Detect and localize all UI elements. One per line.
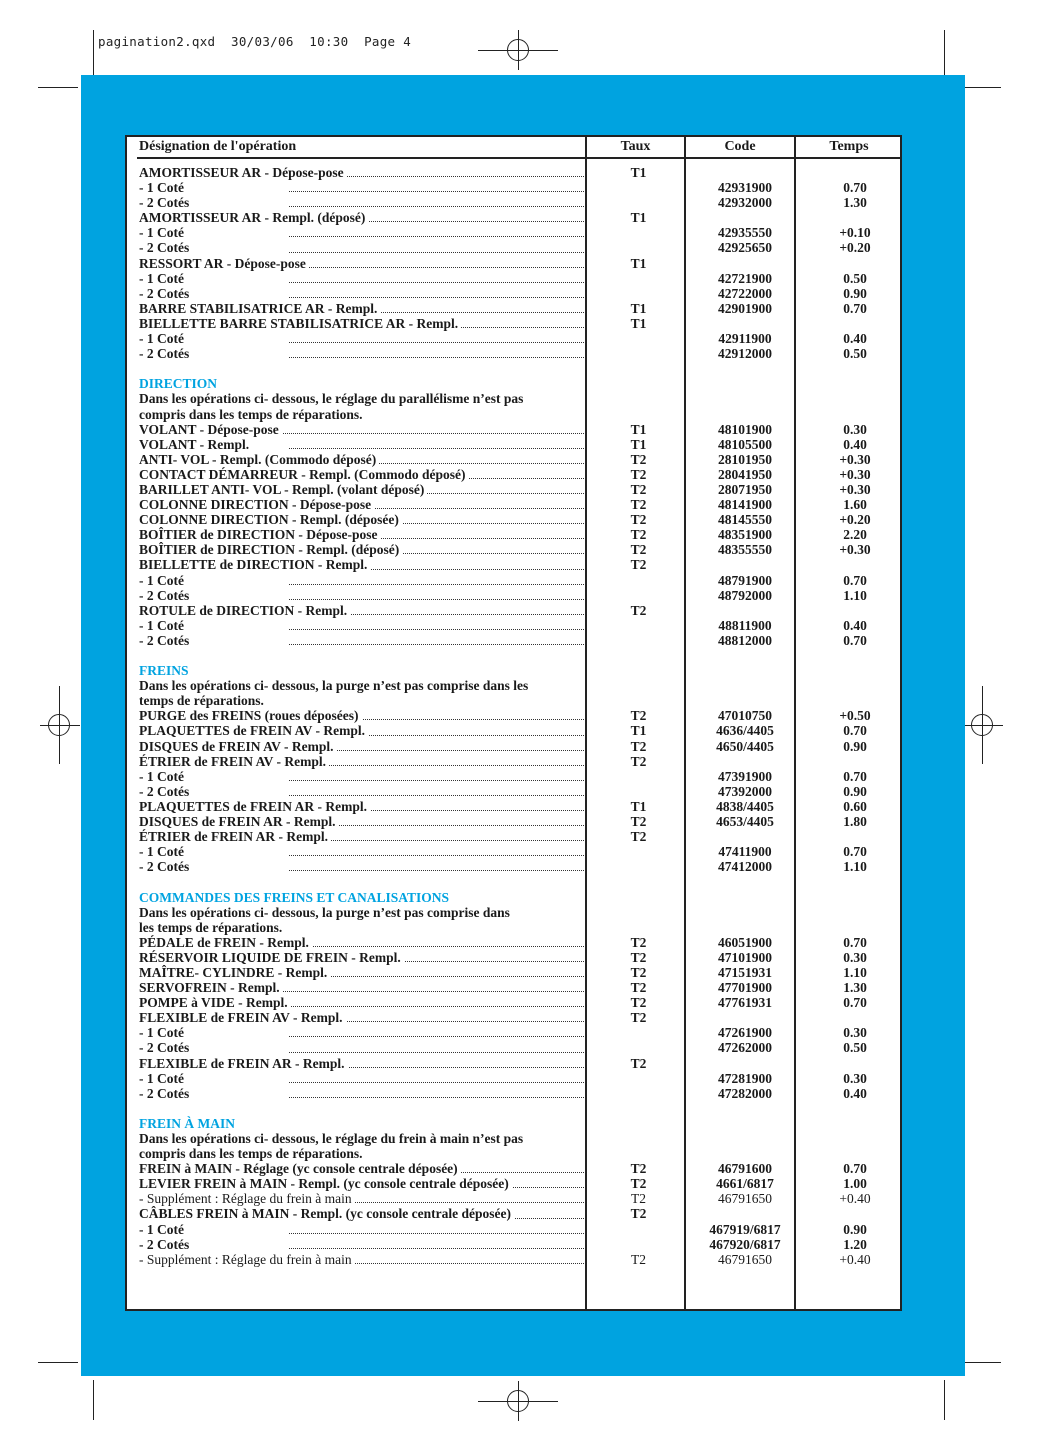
taux-cell: T1: [630, 255, 647, 271]
temps-cell: +0.10: [839, 225, 871, 241]
code-cell: 4661/6817: [716, 1176, 774, 1192]
temps-cell: +0.40: [839, 1191, 871, 1207]
taux-cell: T2: [630, 753, 647, 769]
crop-mark: [93, 1380, 94, 1420]
table-row: [137, 467, 902, 482]
temps-cell: 0.70: [843, 934, 867, 950]
header-rule: [137, 157, 900, 159]
table-row: [137, 165, 902, 180]
taux-cell: T2: [630, 527, 647, 543]
code-cell: 42935550: [718, 225, 772, 241]
taux-cell: T2: [630, 980, 647, 996]
code-cell: 28041950: [718, 466, 772, 482]
temps-cell: 0.40: [843, 331, 867, 347]
code-cell: 47392000: [718, 783, 772, 799]
taux-cell: T2: [630, 497, 647, 513]
temps-cell: 0.90: [843, 783, 867, 799]
crop-mark: [38, 87, 78, 88]
operation-label: - 2 Cotés: [139, 633, 584, 648]
table-row: [137, 784, 902, 799]
table-row: [137, 1176, 902, 1191]
taux-cell: T2: [630, 995, 647, 1011]
operation-label: - Supplément : Réglage du frein à main: [139, 1252, 584, 1267]
table-row: [137, 346, 902, 361]
operation-label: COLONNE DIRECTION - Rempl. (déposée): [139, 512, 584, 527]
temps-cell: 0.50: [843, 270, 867, 286]
temps-cell: 0.70: [843, 844, 867, 860]
section-note: compris dans les temps de réparations.: [139, 407, 584, 422]
operation-label: PLAQUETTES de FREIN AV - Rempl.: [139, 723, 584, 738]
code-cell: 28101950: [718, 451, 772, 467]
operation-label: - 2 Cotés: [139, 588, 584, 603]
table-row: [137, 240, 902, 255]
table-row: [137, 829, 902, 844]
table-row: [137, 301, 902, 316]
code-cell: 47101900: [718, 949, 772, 965]
crop-mark: [38, 1362, 78, 1363]
table-row: [137, 693, 902, 708]
temps-cell: 0.60: [843, 798, 867, 814]
code-cell: 48812000: [718, 632, 772, 648]
code-cell: 42932000: [718, 195, 772, 211]
registration-circle: [48, 714, 70, 736]
operation-label: BARRE STABILISATRICE AR - Rempl.: [139, 301, 584, 316]
table-row: [137, 1222, 902, 1237]
operation-label: - 2 Cotés: [139, 859, 584, 874]
crop-mark: [93, 30, 94, 78]
operation-label: - 2 Cotés: [139, 1086, 584, 1101]
table-row: [137, 965, 902, 980]
temps-cell: 0.50: [843, 346, 867, 362]
table-row: [137, 1146, 902, 1161]
code-cell: 47761931: [718, 995, 772, 1011]
table-row: [137, 799, 902, 814]
taux-cell: T1: [630, 798, 647, 814]
taux-cell: T1: [630, 421, 647, 437]
code-cell: 47262000: [718, 1040, 772, 1056]
operation-label: - 2 Cotés: [139, 240, 584, 255]
temps-cell: 0.70: [843, 572, 867, 588]
taux-cell: T2: [630, 512, 647, 528]
taux-cell: T2: [630, 1010, 647, 1026]
code-cell: 28071950: [718, 481, 772, 497]
code-cell: 42925650: [718, 240, 772, 256]
code-cell: 46051900: [718, 934, 772, 950]
table-row: [137, 874, 902, 889]
code-cell: 4653/4405: [716, 814, 774, 830]
operation-label: FLEXIBLE de FREIN AV - Rempl.: [139, 1010, 584, 1025]
code-cell: 48811900: [718, 617, 772, 633]
table-row: [137, 331, 902, 346]
code-cell: 46791600: [718, 1161, 772, 1177]
operation-label: BARILLET ANTI- VOL - Rempl. (volant déposé): [139, 482, 584, 497]
operation-label: ROTULE de DIRECTION - Rempl.: [139, 603, 584, 618]
taux-cell: T2: [630, 557, 647, 573]
operation-label: PÉDALE de FREIN - Rempl.: [139, 935, 584, 950]
taux-cell: T1: [630, 315, 647, 331]
table-row: [137, 482, 902, 497]
operation-label: - 1 Coté: [139, 1222, 584, 1237]
temps-cell: 0.70: [843, 180, 867, 196]
table-row: [137, 256, 902, 271]
section-heading: FREIN À MAIN: [139, 1115, 235, 1131]
table-row: [137, 754, 902, 769]
temps-cell: 1.20: [843, 1236, 867, 1252]
operation-label: FREIN à MAIN - Réglage (yc console centrale déposée): [139, 1161, 584, 1176]
code-cell: 46791650: [718, 1191, 772, 1207]
table-row: [137, 814, 902, 829]
table-row: [137, 1071, 902, 1086]
temps-cell: 0.70: [843, 1161, 867, 1177]
table-row: [137, 512, 902, 527]
section-note: Dans les opérations ci- dessous, la purge n’est pas comprise dans les: [139, 678, 584, 693]
table-row: [137, 859, 902, 874]
section-heading: FREINS: [139, 663, 189, 679]
section-note: Dans les opérations ci- dessous, le réglage du parallélisme n’est pas: [139, 391, 584, 406]
code-cell: 42721900: [718, 270, 772, 286]
temps-cell: 0.50: [843, 1040, 867, 1056]
operation-label: AMORTISSEUR AR - Rempl. (déposé): [139, 210, 584, 225]
operation-label: VOLANT - Dépose-pose: [139, 422, 584, 437]
taux-cell: T1: [630, 165, 647, 180]
table-row: [137, 1086, 902, 1101]
crop-mark: [965, 87, 1001, 88]
operation-label: - 1 Coté: [139, 769, 584, 784]
taux-cell: T2: [630, 708, 647, 724]
section-note: les temps de réparations.: [139, 920, 584, 935]
taux-cell: T2: [630, 602, 647, 618]
temps-cell: 0.40: [843, 1085, 867, 1101]
table-row: [137, 391, 902, 406]
taux-cell: T2: [630, 934, 647, 950]
section-heading: DIRECTION: [139, 376, 218, 392]
temps-cell: +0.40: [839, 1251, 871, 1267]
taux-cell: T2: [630, 814, 647, 830]
table-row: [137, 1040, 902, 1055]
table-row: [137, 920, 902, 935]
temps-cell: +0.30: [839, 542, 871, 558]
table-row: [137, 573, 902, 588]
table-row: [137, 1131, 902, 1146]
table-row: [137, 225, 902, 240]
temps-cell: 0.90: [843, 738, 867, 754]
table-row: [137, 1161, 902, 1176]
taux-cell: T1: [630, 436, 647, 452]
code-cell: 47261900: [718, 1025, 772, 1041]
operation-label: ANTI- VOL - Rempl. (Commodo déposé): [139, 452, 584, 467]
code-cell: 48101900: [718, 421, 772, 437]
table-row: [137, 527, 902, 542]
table-row: [137, 1206, 902, 1221]
taux-cell: T2: [630, 1161, 647, 1177]
table-row: [137, 1101, 902, 1116]
table-row: [137, 723, 902, 738]
code-cell: 46791650: [718, 1251, 772, 1267]
header-code: Code: [724, 139, 756, 154]
operation-label: BOÎTIER de DIRECTION - Dépose-pose: [139, 527, 584, 542]
code-cell: 47151931: [718, 964, 772, 980]
table-row: [137, 1025, 902, 1040]
code-cell: 47282000: [718, 1085, 772, 1101]
temps-cell: 0.40: [843, 617, 867, 633]
code-cell: 48351900: [718, 527, 772, 543]
operation-label: CÂBLES FREIN à MAIN - Rempl. (yc console centrale déposée): [139, 1206, 584, 1221]
table-row: [137, 708, 902, 723]
code-cell: 467919/6817: [709, 1221, 781, 1237]
temps-cell: 2.20: [843, 527, 867, 543]
taux-cell: T2: [630, 949, 647, 965]
temps-cell: +0.30: [839, 481, 871, 497]
table-row: [137, 452, 902, 467]
header-taux: Taux: [620, 139, 651, 154]
taux-cell: T2: [630, 964, 647, 980]
code-cell: 42931900: [718, 180, 772, 196]
code-cell: 47391900: [718, 768, 772, 784]
temps-cell: 0.70: [843, 768, 867, 784]
table-row: [137, 739, 902, 754]
code-cell: 42911900: [718, 331, 772, 347]
table-row: [137, 1252, 902, 1267]
temps-cell: 0.30: [843, 421, 867, 437]
temps-cell: 1.80: [843, 814, 867, 830]
code-cell: 4636/4405: [716, 723, 774, 739]
code-cell: 48145550: [718, 512, 772, 528]
taux-cell: T2: [630, 1176, 647, 1192]
code-cell: 48792000: [718, 587, 772, 603]
table-row: [137, 271, 902, 286]
code-cell: 48791900: [718, 572, 772, 588]
taux-cell: T2: [631, 1191, 646, 1207]
operation-label: ÉTRIER de FREIN AR - Rempl.: [139, 829, 584, 844]
table-row: [137, 603, 902, 618]
operation-label: BOÎTIER de DIRECTION - Rempl. (déposé): [139, 542, 584, 557]
operation-label: DISQUES de FREIN AR - Rempl.: [139, 814, 584, 829]
temps-cell: 1.30: [843, 195, 867, 211]
table-row: [137, 663, 902, 678]
registration-circle: [971, 714, 993, 736]
code-cell: 47701900: [718, 980, 772, 996]
table-row: [137, 648, 902, 663]
temps-cell: 1.10: [843, 587, 867, 603]
temps-cell: 0.40: [843, 436, 867, 452]
table-row: [137, 1191, 902, 1206]
table-row: [137, 542, 902, 557]
operation-label: POMPE à VIDE - Rempl.: [139, 995, 584, 1010]
code-cell: 42912000: [718, 346, 772, 362]
table-row: [137, 633, 902, 648]
table-row: [137, 1010, 902, 1025]
table-row: [137, 316, 902, 331]
operation-label: - 1 Coté: [139, 1071, 584, 1086]
code-cell: 42901900: [718, 300, 772, 316]
operation-label: RÉSERVOIR LIQUIDE DE FREIN - Rempl.: [139, 950, 584, 965]
operation-label: PLAQUETTES de FREIN AR - Rempl.: [139, 799, 584, 814]
operation-label: - 2 Cotés: [139, 1040, 584, 1055]
taux-cell: T1: [630, 210, 647, 226]
operation-label: BIELLETTE BARRE STABILISATRICE AR - Rempl.: [139, 316, 584, 331]
operation-label: [139, 1101, 584, 1116]
table-row: [137, 588, 902, 603]
section-heading: COMMANDES DES FREINS ET CANALISATIONS: [139, 889, 450, 905]
operation-label: VOLANT - Rempl.: [139, 437, 584, 452]
operation-label: FLEXIBLE de FREIN AR - Rempl.: [139, 1056, 584, 1071]
table-row: [137, 180, 902, 195]
operation-label: [139, 361, 584, 376]
temps-cell: 1.00: [843, 1176, 867, 1192]
taux-cell: T2: [630, 481, 647, 497]
operation-label: ÉTRIER de FREIN AV - Rempl.: [139, 754, 584, 769]
code-cell: 48355550: [718, 542, 772, 558]
taux-cell: T2: [630, 1206, 647, 1222]
table-row: [137, 844, 902, 859]
operation-label: BIELLETTE de DIRECTION - Rempl.: [139, 557, 584, 572]
table-row: [137, 210, 902, 225]
table-row: [137, 422, 902, 437]
header-designation: Désignation de l'opération: [139, 139, 297, 154]
taux-cell: T1: [630, 723, 647, 739]
taux-cell: T2: [631, 1251, 646, 1267]
taux-cell: T2: [630, 466, 647, 482]
temps-cell: +0.50: [839, 708, 871, 724]
temps-cell: 1.10: [843, 964, 867, 980]
section-note: temps de réparations.: [139, 693, 584, 708]
temps-cell: 0.30: [843, 1070, 867, 1086]
operation-label: AMORTISSEUR AR - Dépose-pose: [139, 165, 584, 180]
temps-cell: 1.10: [843, 859, 867, 875]
temps-cell: 0.30: [843, 949, 867, 965]
table-row: [137, 618, 902, 633]
operation-label: - 1 Coté: [139, 271, 584, 286]
operation-label: LEVIER FREIN à MAIN - Rempl. (yc console centrale déposée): [139, 1176, 584, 1191]
operation-label: - Supplément : Réglage du frein à main: [139, 1191, 584, 1206]
table-row: [137, 935, 902, 950]
table-row: [137, 286, 902, 301]
crop-mark: [965, 1362, 1001, 1363]
code-cell: 467920/6817: [709, 1236, 781, 1252]
taux-cell: T2: [630, 829, 647, 845]
code-cell: 48141900: [718, 497, 772, 513]
registration-circle: [507, 1390, 529, 1412]
table-row: [137, 995, 902, 1010]
table-row: [137, 376, 902, 391]
operation-label: - 1 Coté: [139, 180, 584, 195]
operation-label: - 1 Coté: [139, 1025, 584, 1040]
temps-cell: 0.70: [843, 632, 867, 648]
table-row: [137, 950, 902, 965]
code-cell: 48105500: [718, 436, 772, 452]
operation-label: - 2 Cotés: [139, 286, 584, 301]
taux-cell: T2: [630, 451, 647, 467]
taux-cell: T2: [630, 738, 647, 754]
operation-label: [139, 648, 584, 663]
operation-label: - 1 Coté: [139, 331, 584, 346]
operation-label: - 1 Coté: [139, 618, 584, 633]
operation-label: - 1 Coté: [139, 844, 584, 859]
temps-cell: 0.30: [843, 1025, 867, 1041]
temps-cell: +0.30: [839, 466, 871, 482]
temps-cell: 1.60: [843, 497, 867, 513]
crop-mark: [944, 1380, 945, 1420]
code-cell: 47412000: [718, 859, 772, 875]
table-row: [137, 769, 902, 784]
crop-mark: [944, 30, 945, 78]
operation-label: MAÎTRE- CYLINDRE - Rempl.: [139, 965, 584, 980]
operation-label: RESSORT AR - Dépose-pose: [139, 256, 584, 271]
section-note: Dans les opérations ci- dessous, le réglage du frein à main n’est pas: [139, 1131, 584, 1146]
table-row: [137, 905, 902, 920]
operation-label: PURGE des FREINS (roues déposées): [139, 708, 584, 723]
temps-cell: +0.20: [839, 240, 871, 256]
header-temps: Temps: [829, 139, 869, 154]
operation-label: - 2 Cotés: [139, 346, 584, 361]
operation-label: SERVOFREIN - Rempl.: [139, 980, 584, 995]
operations-table: [125, 135, 902, 1311]
table-row: [137, 195, 902, 210]
operation-label: DISQUES de FREIN AV - Rempl.: [139, 739, 584, 754]
temps-cell: +0.30: [839, 451, 871, 467]
table-body: [137, 165, 902, 1267]
temps-cell: 0.90: [843, 285, 867, 301]
table-row: [137, 890, 902, 905]
code-cell: 4650/4405: [716, 738, 774, 754]
taux-cell: T2: [630, 542, 647, 558]
taux-cell: T1: [630, 300, 647, 316]
table-row: [137, 437, 902, 452]
table-row: [137, 557, 902, 572]
table-row: [137, 1237, 902, 1252]
temps-cell: 0.70: [843, 995, 867, 1011]
operation-label: [139, 874, 584, 889]
code-cell: 4838/4405: [716, 798, 774, 814]
operation-label: - 2 Cotés: [139, 195, 584, 210]
slug-line: pagination2.qxd 30/03/06 10:30 Page 4: [98, 34, 412, 49]
registration-circle: [507, 39, 529, 61]
table-row: [137, 407, 902, 422]
operation-label: CONTACT DÉMARREUR - Rempl. (Commodo déposé): [139, 467, 584, 482]
code-cell: 47411900: [718, 844, 772, 860]
temps-cell: 0.90: [843, 1221, 867, 1237]
temps-cell: 0.70: [843, 723, 867, 739]
operation-label: COLONNE DIRECTION - Dépose-pose: [139, 497, 584, 512]
operation-label: - 1 Coté: [139, 573, 584, 588]
operation-label: - 2 Cotés: [139, 784, 584, 799]
code-cell: 47281900: [718, 1070, 772, 1086]
table-row: [137, 980, 902, 995]
table-row: [137, 1056, 902, 1071]
table-row: [137, 361, 902, 376]
table-row: [137, 678, 902, 693]
section-note: Dans les opérations ci- dessous, la purge n’est pas comprise dans: [139, 905, 584, 920]
temps-cell: +0.20: [839, 512, 871, 528]
taux-cell: T2: [630, 1055, 647, 1071]
operation-label: - 1 Coté: [139, 225, 584, 240]
section-note: compris dans les temps de réparations.: [139, 1146, 584, 1161]
table-row: [137, 497, 902, 512]
code-cell: 42722000: [718, 285, 772, 301]
operation-label: - 2 Cotés: [139, 1237, 584, 1252]
table-row: [137, 1116, 902, 1131]
temps-cell: 1.30: [843, 980, 867, 996]
temps-cell: 0.70: [843, 300, 867, 316]
code-cell: 47010750: [718, 708, 772, 724]
